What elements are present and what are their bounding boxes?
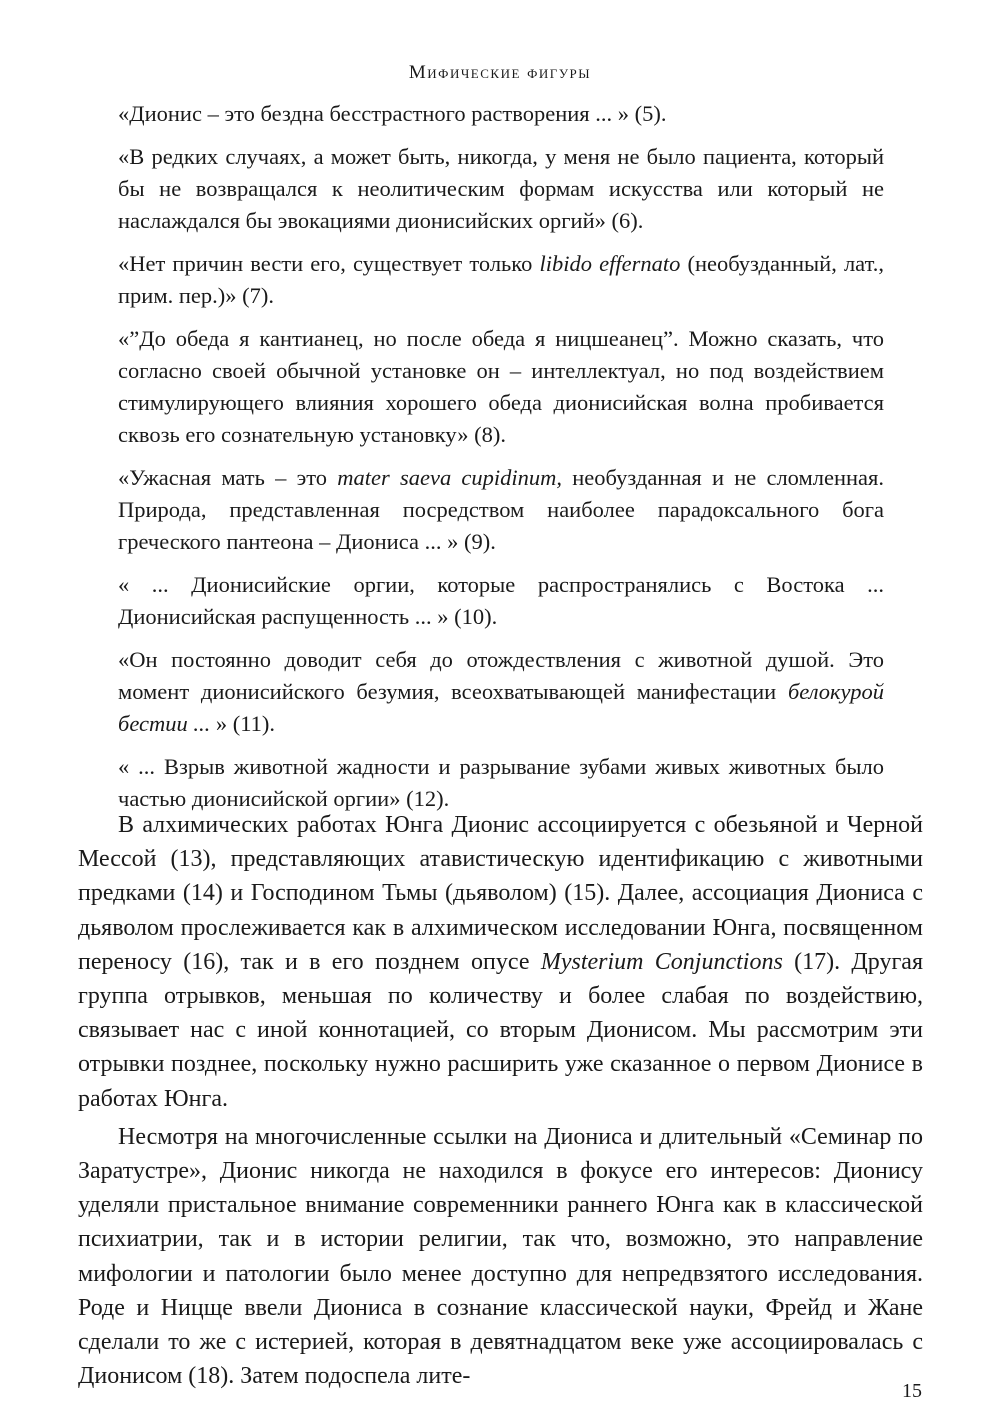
quote-text: «Он постоянно доводит себя до отождествления с животной душой. Это момент дионисийского безумия, всеохватывающей манифестации <box>118 647 884 704</box>
quote-5 <box>118 98 884 130</box>
quote-text: (необузданный, лат., прим. пер.)» (7). <box>118 251 884 308</box>
quote-9 <box>118 462 884 558</box>
quote-italic: libido effernato <box>539 251 681 276</box>
quote-12 <box>118 751 884 815</box>
paragraph-text: В алхимических работах Юнга Дионис ассоциируется с обезьяной и Черной Мессой (13), представляющих атавистическую идентификацию с животными предками (14) и Господином Тьмы (дьяволом) (15). Далее, ассоциация Диониса с дьяволом прослеживается как в алхимическом исследовании Юнга, посвященном переносу (16), так и в его позднем опусе <box>78 812 923 975</box>
running-head: Мифические фигуры <box>408 62 592 83</box>
quotations-block <box>118 98 884 826</box>
quote-text: «Нет причин вести его, существует только <box>118 251 540 276</box>
quote-text: «Дионис – это бездна бесстрастного растворения ... » (5). <box>118 101 667 126</box>
paragraph-italic: Mysterium Conjunctions <box>540 948 783 975</box>
quote-6 <box>118 141 884 237</box>
page-number: 15 <box>902 1380 922 1402</box>
paragraph-text: Несмотря на многочисленные ссылки на Диониса и длительный «Семинар по Заратустре», Дионис никогда не находился в фокусе его интересов: Дионису уделяли пристальное внимание современники раннего Юнга как в классической психиатрии, так и в истории религии, так что, возможно, это направление мифологии и патологии было менее доступно для непредвзятого исследования. Роде и Ницще ввели Диониса в сознание классической науки, Фрейд и Жане сделали то же с истерией, которая в девятнадцатом веке уже ассоциировалась с Дионисом (18). Затем подоспела лите- <box>78 1123 923 1390</box>
quote-text: « ... Взрыв животной жадности и разрывание зубами живых животных было частью дионисийской оргии» (12). <box>118 754 884 811</box>
quote-italic: белокурой бестии ... <box>118 679 884 736</box>
quote-11 <box>118 644 884 740</box>
quote-text: «Ужасная мать – это <box>118 465 338 490</box>
quote-10 <box>118 569 884 633</box>
quote-text: «В редких случаях, а может быть, никогда, у меня не было пациента, который бы не возвращался к неолитическим формам искусства или который не наслаждался бы эвокациями дионисийских оргий» (6). <box>118 144 884 233</box>
quote-text: « ... Дионисийские оргии, которые распространялись с Востока ... Дионисийская распущенность ... » (10). <box>118 572 884 629</box>
paragraph-text: (17). Другая группа отрывков, меньшая по количеству и более слабая по воздействию, связывает нас с иной коннотацией, со вторым Дионисом. Мы рассмотрим эти отрывки позднее, поскольку нужно расширить уже сказанное о первом Дионисе в работах Юнга. <box>78 948 923 1112</box>
quote-text: » (11). <box>210 711 276 736</box>
paragraph-alchemy <box>78 808 923 1116</box>
body-text <box>78 808 923 1397</box>
quote-text: «”До обеда я кантианец, но после обеда я ницшеанец”. Можно сказать, что согласно своей обычной установке он – интеллектуал, но под воздействием стимулирующего влияния хорошего обеда дионисийская волна пробивается сквозь его сознательную установку» (8). <box>118 326 884 447</box>
quote-italic: mater saeva cupidinum, <box>337 465 563 490</box>
quote-8 <box>118 323 884 451</box>
quote-7 <box>118 248 884 312</box>
paragraph-zarathustra <box>78 1120 923 1394</box>
quote-text: необузданная и не сломленная. Природа, представленная посредством наиболее парадоксального бога греческого пантеона – Диониса ... » (9). <box>118 465 884 554</box>
